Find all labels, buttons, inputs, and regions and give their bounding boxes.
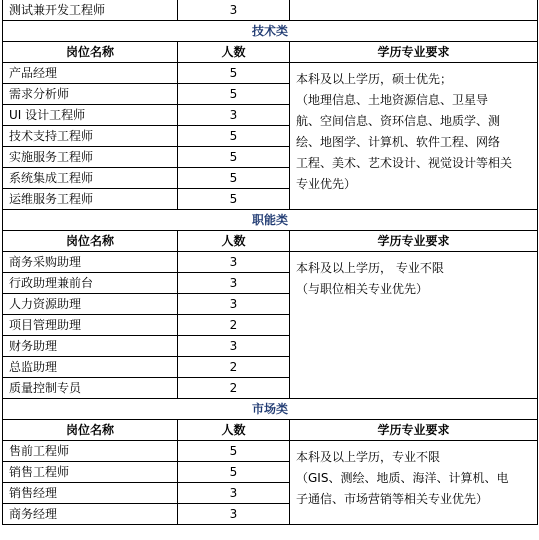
count-cell: 3	[178, 273, 290, 294]
column-header-row	[3, 231, 538, 252]
column-header-row	[3, 420, 538, 441]
position-cell: 测试兼开发工程师	[3, 0, 178, 21]
header-requirement: 学历专业要求	[290, 420, 538, 441]
header-position: 岗位名称	[3, 42, 178, 63]
requirement-line: 本科及以上学历，硕士优先；	[296, 72, 453, 86]
column-header-row	[3, 42, 538, 63]
position-cell: 技术支持工程师	[3, 126, 178, 147]
position-cell: 项目管理助理	[3, 315, 178, 336]
recruitment-table	[2, 0, 538, 525]
position-cell: 行政助理兼前台	[3, 273, 178, 294]
section-title-row	[3, 399, 538, 420]
position-cell: UI 设计工程师	[3, 105, 178, 126]
requirement-line: （地理信息、土地资源信息、卫星导	[296, 93, 489, 107]
position-cell: 运维服务工程师	[3, 189, 178, 210]
header-requirement: 学历专业要求	[290, 231, 538, 252]
header-count: 人数	[178, 420, 290, 441]
count-cell: 3	[178, 0, 290, 21]
count-cell: 5	[178, 462, 290, 483]
requirement-line: 航、空间信息、资环信息、地质学、测	[296, 114, 501, 128]
requirement-text	[290, 441, 538, 525]
position-cell: 实施服务工程师	[3, 147, 178, 168]
count-cell: 2	[178, 357, 290, 378]
table-row	[3, 252, 538, 273]
position-cell: 销售经理	[3, 483, 178, 504]
requirement-line: （GIS、测绘、地质、海洋、计算机、电	[296, 471, 509, 485]
requirement-line: 工程、美术、艺术设计、视觉设计等相关	[296, 156, 513, 170]
count-cell: 3	[178, 483, 290, 504]
count-cell: 5	[178, 168, 290, 189]
position-cell: 人力资源助理	[3, 294, 178, 315]
section-title: 技术类	[3, 21, 538, 42]
section-title-row	[3, 210, 538, 231]
table-row	[3, 441, 538, 462]
requirement-line: （与职位相关专业优先）	[296, 282, 429, 296]
requirement-line: 绘、地图学、计算机、软件工程、网络	[296, 135, 501, 149]
count-cell: 5	[178, 147, 290, 168]
position-cell: 总监助理	[3, 357, 178, 378]
requirement-text	[290, 63, 538, 210]
position-cell: 商务采购助理	[3, 252, 178, 273]
count-cell: 3	[178, 504, 290, 525]
position-cell: 财务助理	[3, 336, 178, 357]
header-requirement: 学历专业要求	[290, 42, 538, 63]
table-row	[3, 0, 538, 21]
count-cell: 5	[178, 126, 290, 147]
position-cell: 系统集成工程师	[3, 168, 178, 189]
position-cell: 质量控制专员	[3, 378, 178, 399]
position-cell: 需求分析师	[3, 84, 178, 105]
position-cell: 商务经理	[3, 504, 178, 525]
section-title: 职能类	[3, 210, 538, 231]
count-cell: 3	[178, 105, 290, 126]
count-cell: 3	[178, 336, 290, 357]
requirement-line: 本科及以上学历， 专业不限	[296, 261, 444, 275]
count-cell: 5	[178, 63, 290, 84]
count-cell: 3	[178, 294, 290, 315]
header-position: 岗位名称	[3, 231, 178, 252]
count-cell: 5	[178, 441, 290, 462]
section-title-row	[3, 21, 538, 42]
position-cell: 产品经理	[3, 63, 178, 84]
section-title: 市场类	[3, 399, 538, 420]
position-cell: 售前工程师	[3, 441, 178, 462]
count-cell: 3	[178, 252, 290, 273]
position-cell: 销售工程师	[3, 462, 178, 483]
requirement-line: 子通信、市场营销等相关专业优先）	[296, 492, 489, 506]
requirement-line: 本科及以上学历，专业不限	[296, 450, 441, 464]
count-cell: 5	[178, 84, 290, 105]
header-count: 人数	[178, 231, 290, 252]
table-row	[3, 63, 538, 84]
count-cell: 5	[178, 189, 290, 210]
requirement-cell	[290, 0, 538, 21]
header-count: 人数	[178, 42, 290, 63]
count-cell: 2	[178, 315, 290, 336]
count-cell: 2	[178, 378, 290, 399]
header-position: 岗位名称	[3, 420, 178, 441]
requirement-line: 专业优先）	[296, 177, 357, 191]
requirement-text	[290, 252, 538, 399]
